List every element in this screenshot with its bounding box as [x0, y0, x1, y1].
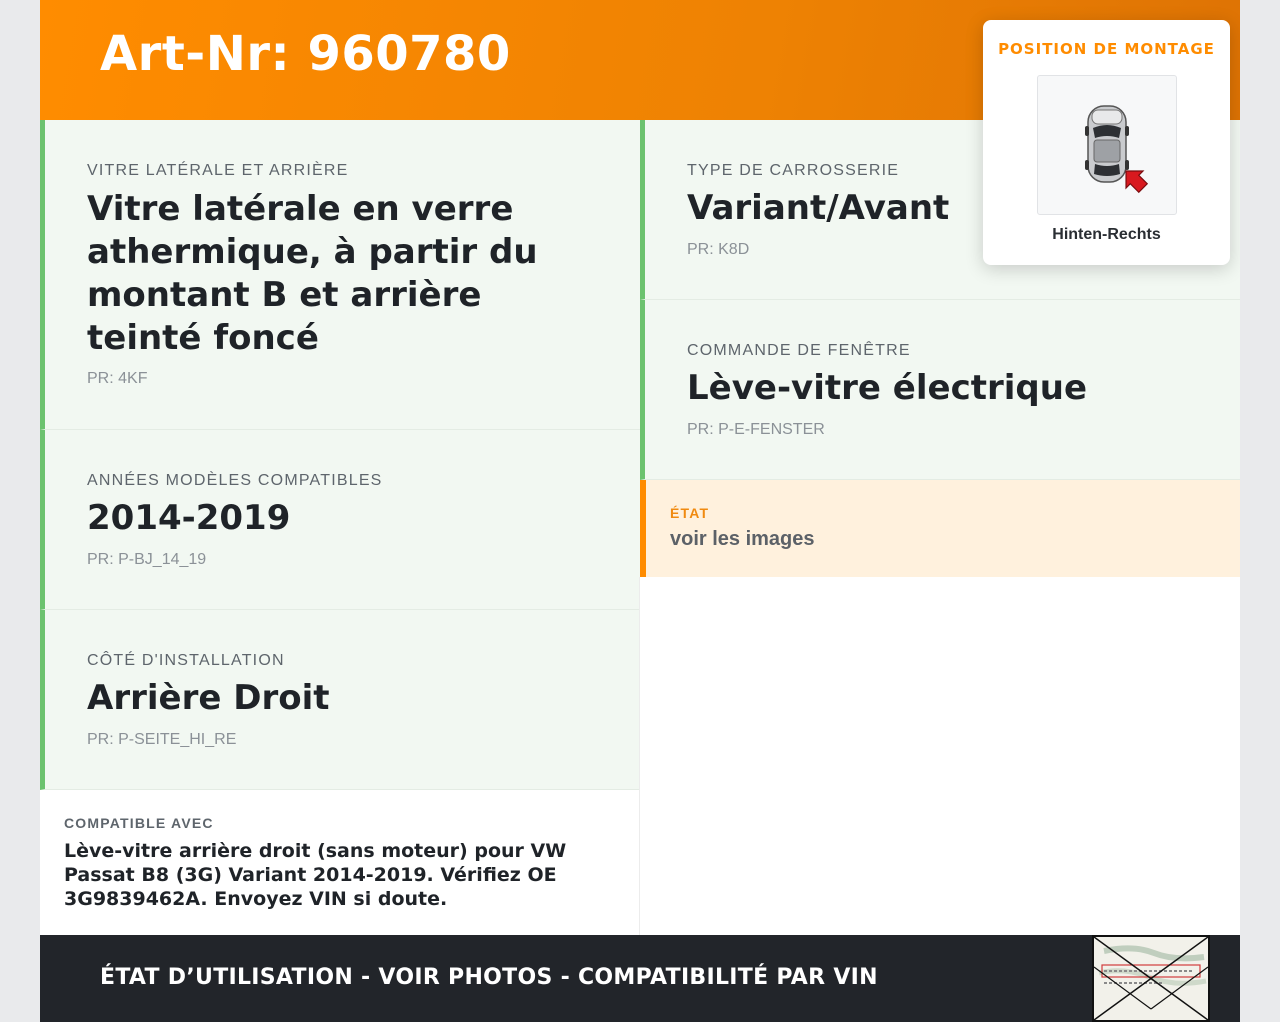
- cell-model-years: [40, 430, 640, 610]
- cell-label: ANNÉES MODÈLES COMPATIBLES: [87, 472, 383, 489]
- condition-cell: [640, 480, 1240, 577]
- mounting-position-title: POSITION DE MONTAGE: [998, 40, 1215, 58]
- product-sheet: [40, 0, 1240, 1022]
- vin-document-thumbnail: [1092, 935, 1210, 1022]
- mounting-position-image: [1037, 75, 1177, 215]
- mounting-position-card: [983, 20, 1230, 265]
- cell-value: Vitre latérale en verre athermique, à partir du montant B et arrière teinté foncé: [87, 189, 538, 358]
- vin-document-image: [1094, 937, 1208, 1020]
- cell-pr-code: PR: 4KF: [87, 370, 148, 387]
- cell-pr-code: PR: P-SEITE_HI_RE: [87, 731, 237, 748]
- condition-label: ÉTAT: [670, 505, 710, 521]
- cell-label: VITRE LATÉRALE ET ARRIÈRE: [87, 162, 349, 179]
- cell-window-control: [640, 300, 1240, 480]
- cell-pr-code: PR: K8D: [687, 241, 750, 258]
- article-number: Art-Nr: 960780: [100, 26, 511, 82]
- compatibility-text: Lève-vitre arrière droit (sans moteur) pour VW Passat B8 (3G) Variant 2014-2019. Vérifiez OE 3G9839462A. Envoyez VIN si doute.: [64, 840, 567, 910]
- cell-label: TYPE DE CARROSSERIE: [687, 162, 900, 179]
- cell-value: 2014-2019: [87, 498, 291, 538]
- cell-install-side: [40, 610, 640, 790]
- compatibility-block: [40, 790, 640, 935]
- condition-value: voir les images: [670, 528, 815, 550]
- footer-bar: [40, 935, 1240, 1022]
- footer-text: ÉTAT D’UTILISATION - VOIR PHOTOS - COMPATIBILITÉ PAR VIN: [100, 965, 878, 990]
- cell-pr-code: PR: P-E-FENSTER: [687, 421, 825, 438]
- mounting-position-caption: Hinten-Rechts: [1052, 226, 1161, 243]
- cell-label: COMMANDE DE FENÊTRE: [687, 342, 911, 359]
- car-top-view-icon: [1038, 76, 1176, 214]
- compatibility-label: COMPATIBLE AVEC: [64, 815, 214, 831]
- cell-value: Arrière Droit: [87, 678, 330, 718]
- cell-value: Lève-vitre électrique: [687, 368, 1087, 408]
- cell-label: CÔTÉ D'INSTALLATION: [87, 652, 285, 669]
- cell-value: Variant/Avant: [687, 188, 950, 228]
- cell-side-rear-window: [40, 120, 640, 430]
- cell-pr-code: PR: P-BJ_14_19: [87, 551, 207, 568]
